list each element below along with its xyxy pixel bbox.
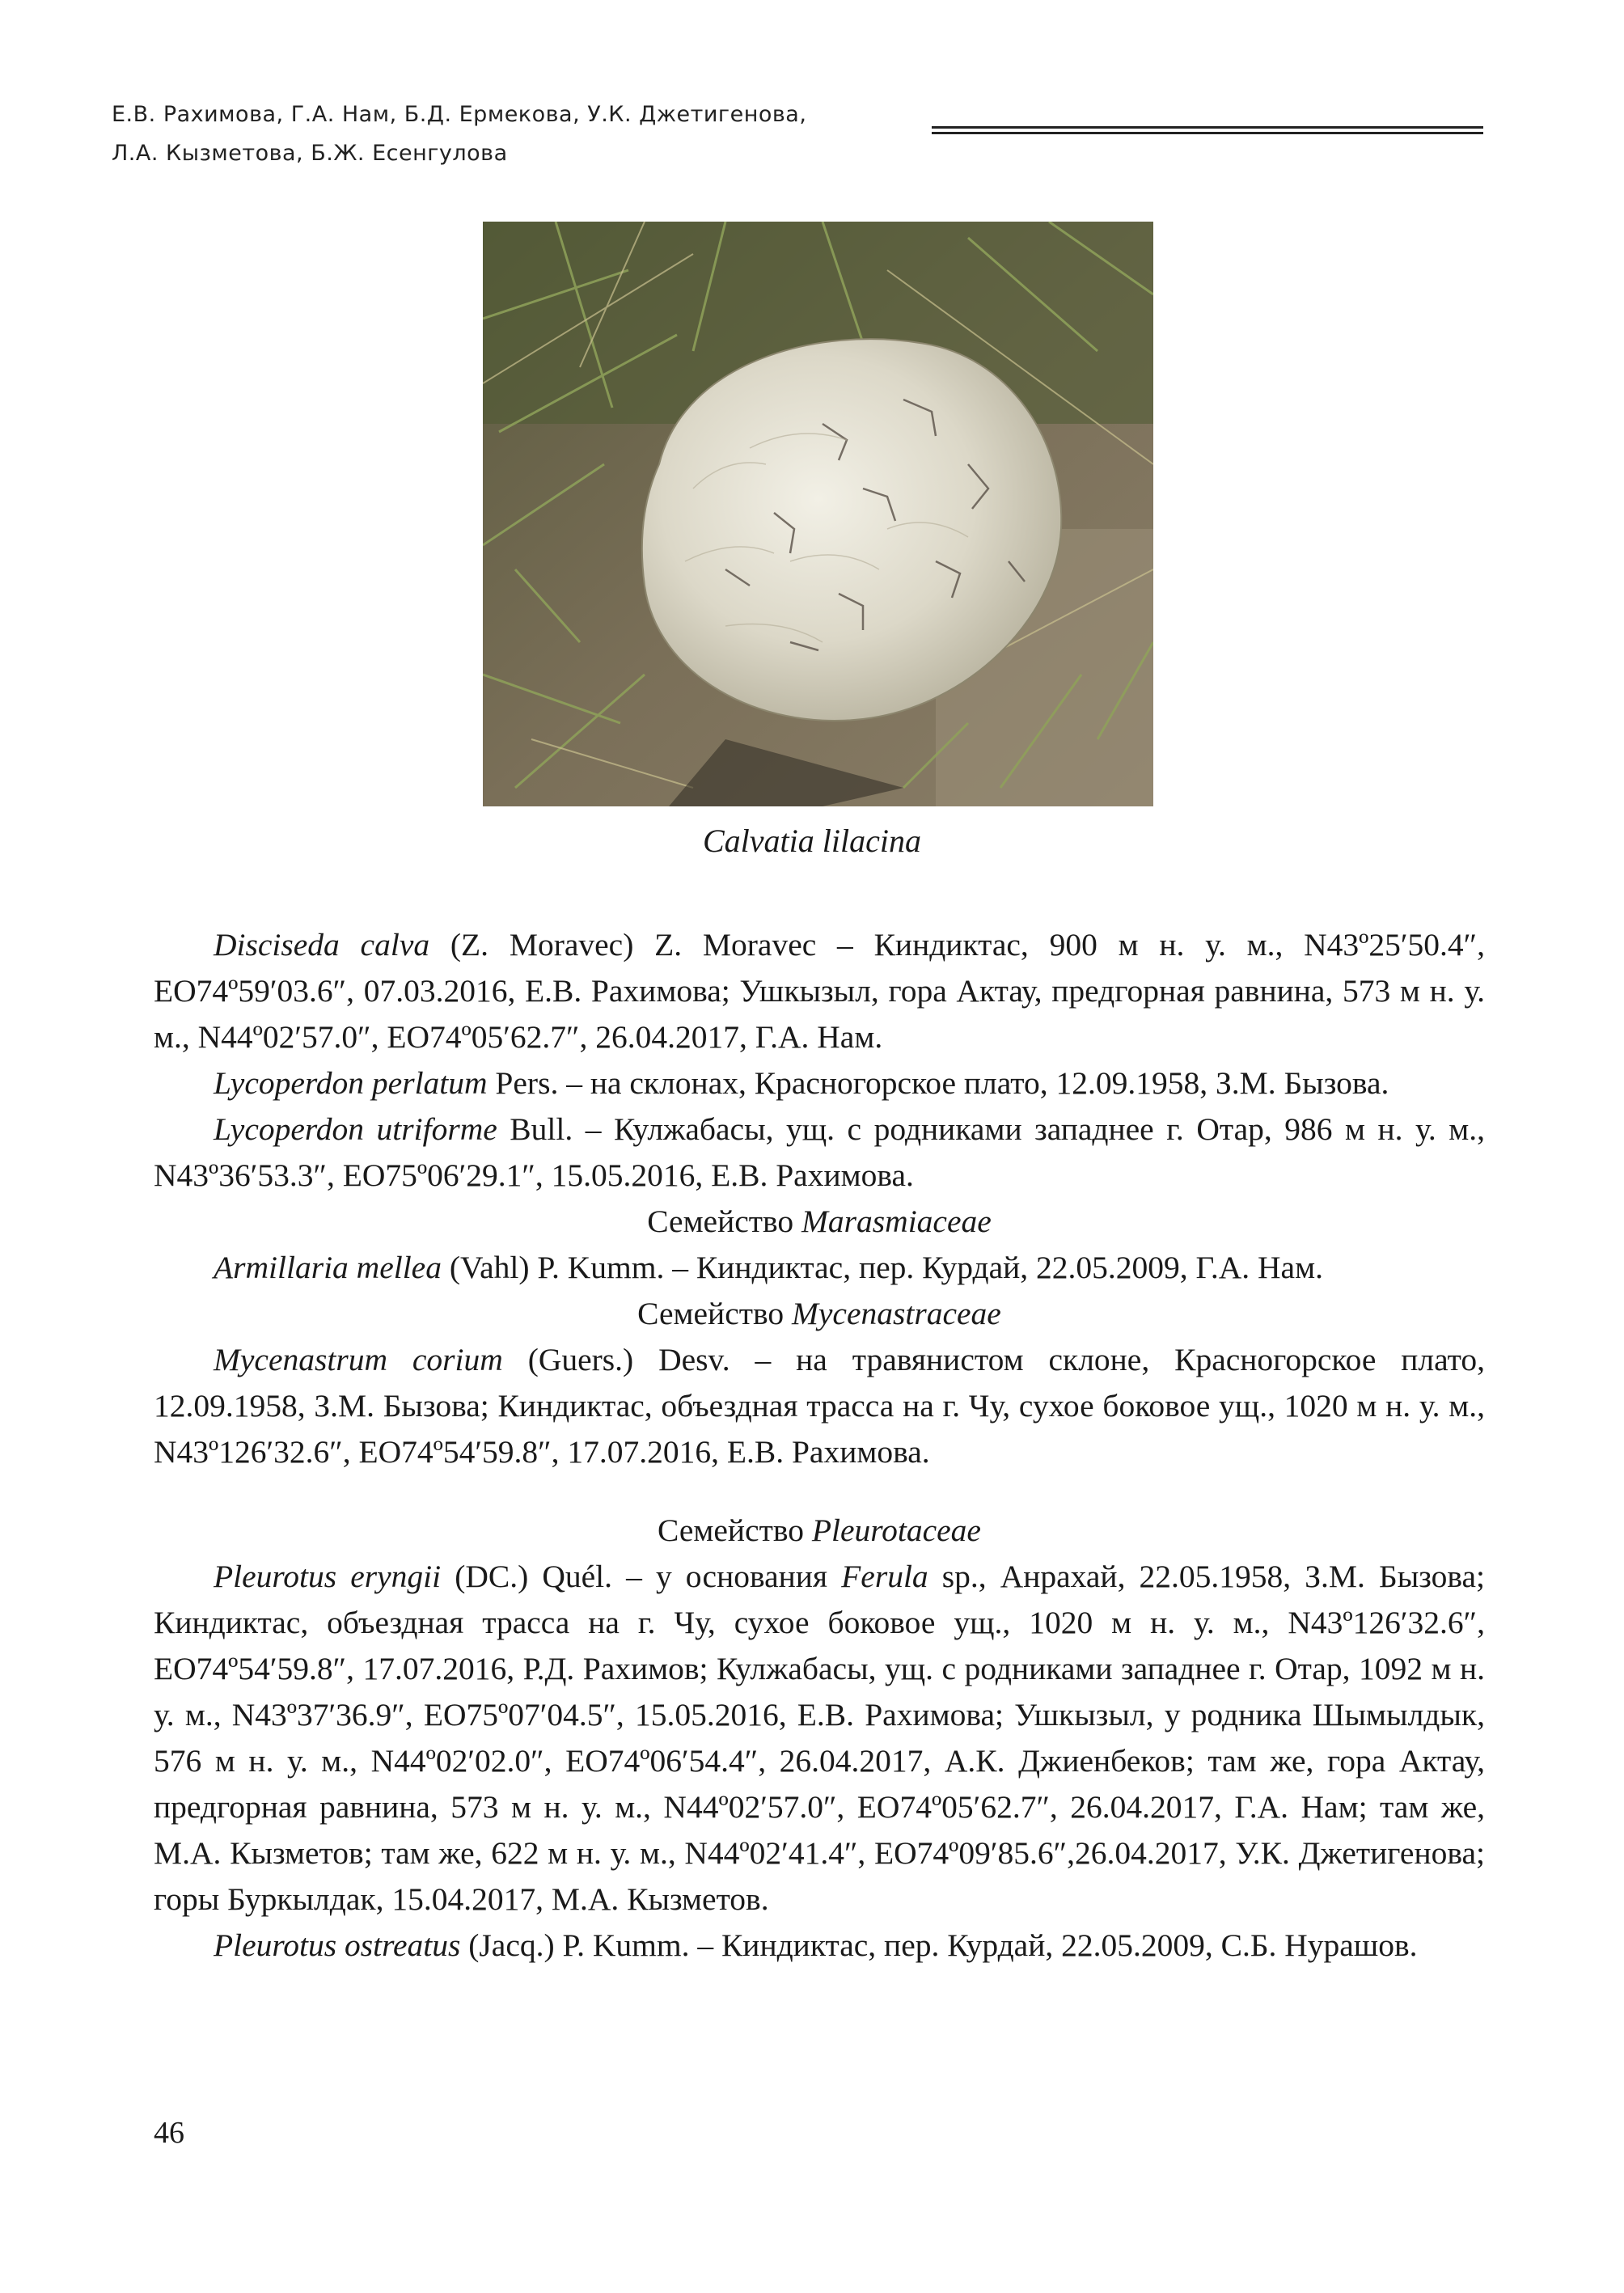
entry-text: Bull. – Кулжабасы, ущ. с родниками западнее г. Отар, 986 м н. у. м., N43º36′53.3″, EO75º06′29.1″, 15.05.2016, Е.В. Рахимова. bbox=[154, 1111, 1485, 1193]
species-name: Lycoperdon utriforme bbox=[214, 1111, 497, 1147]
family-name: Mycenastraceae bbox=[792, 1296, 1001, 1331]
species-name: Mycenastrum corium bbox=[214, 1342, 503, 1377]
species-name: Lycoperdon perlatum bbox=[214, 1065, 488, 1101]
family-name: Marasmiaceae bbox=[801, 1204, 992, 1239]
entry-pleurotus-ostreatus bbox=[154, 1923, 1485, 1969]
figure-caption: Calvatia lilacina bbox=[703, 823, 921, 859]
page-number: 46 bbox=[154, 2116, 184, 2150]
species-name: Disciseda calva bbox=[214, 927, 430, 962]
entry-text: (Z. Moravec) Z. Moravec – Киндиктас, 900 м н. у. м., N43º25′50.4″, EO74º59′03.6″, 07.03.2016, Е.В. Рахимова; Ушкызыл, гора Актау, предгорная равнина, 573 м н. у. м., N44º02′57.0″, EO74º05′62.7″, 26.04.2017, Г.А. Нам. bbox=[154, 927, 1486, 1055]
species-name: Pleurotus eryngii bbox=[214, 1559, 442, 1594]
entry-text: (Vahl) P. Kumm. – Киндиктас, пер. Курдай, 22.05.2009, Г.А. Нам. bbox=[441, 1250, 1323, 1285]
entry-pleurotus-eryngii bbox=[154, 1554, 1485, 1923]
entry-disciseda-calva bbox=[154, 922, 1485, 1060]
article-body bbox=[154, 922, 1485, 1969]
figure-photo-calvatia-lilacina bbox=[483, 222, 1153, 806]
header-authors-line-2: Л.А. Кызметова, Б.Ж. Есенгулова bbox=[112, 141, 508, 166]
entry-text: Pers. – на склонах, Красногорское плато, 12.09.1958, З.М. Бызова. bbox=[487, 1065, 1389, 1101]
family-label: Семейство bbox=[637, 1296, 792, 1331]
entry-armillaria-mellea bbox=[154, 1245, 1485, 1291]
family-label: Семейство bbox=[658, 1512, 812, 1548]
entry-mycenastrum-corium bbox=[154, 1337, 1485, 1475]
family-label: Семейство bbox=[647, 1204, 802, 1239]
species-name: Armillaria mellea bbox=[214, 1250, 442, 1285]
family-heading-pleurotaceae bbox=[154, 1508, 1485, 1554]
entry-text: (Jacq.) P. Kumm. – Киндиктас, пер. Курдай, 22.05.2009, С.Б. Нурашов. bbox=[460, 1927, 1418, 1963]
entry-text: (Guers.) Desv. – на травянистом склоне, Красногорское плато, 12.09.1958, З.М. Бызова; Киндиктас, объездная трасса на г. Чу, сухое боковое ущ., 1020 м н. у. м., N43º126′32.6″, EO74º54′59.8″, 17.07.2016, Е.В. Рахимова. bbox=[154, 1342, 1485, 1470]
entry-lycoperdon-utriforme bbox=[154, 1106, 1485, 1199]
entry-lycoperdon-perlatum bbox=[154, 1060, 1485, 1106]
running-header bbox=[112, 95, 888, 173]
species-name: Pleurotus ostreatus bbox=[214, 1927, 461, 1963]
host-genus: Ferula bbox=[841, 1559, 928, 1594]
header-double-rule bbox=[932, 126, 1483, 134]
family-heading-mycenastraceae bbox=[154, 1291, 1485, 1337]
header-authors-line-1: Е.В. Рахимова, Г.А. Нам, Б.Д. Ермекова, У.К. Джетигенова, bbox=[112, 102, 807, 127]
entry-text: sp., Анрахай, 22.05.1958, З.М. Бызова; Киндиктас, объездная трасса на г. Чу, сухое боковое ущ., 1020 м н. у. м., N43º126′32.6″, EO74º54′59.8″, 17.07.2016, Р.Д. Рахимов; Кулжабасы, ущ. с родниками западнее г. Отар, 1092 м н. у. м., N43º37′36.9″, EO75º07′04.5″, 15.05.2016, Е.В. Рахимова; Ушкызыл, у родника Шымылдык, 576 м н. у. м., N44º02′02.0″, EO74º06′54.4″, 26.04.2017, А.К. Джиенбеков; там же, гора Актау, предгорная равнина, 573 м н. у. м., N44º02′57.0″, EO74º05′62.7″, 26.04.2017, Г.А. Нам; там же, М.А. Кызметов; там же, 622 м н. у. м., N44º02′41.4″, EO74º09′85.6″,26.04.2017, У.К. Джетигенова; горы Буркылдак, 15.04.2017, М.А. Кызметов. bbox=[154, 1559, 1485, 1917]
family-name: Pleurotaceae bbox=[811, 1512, 981, 1548]
family-heading-marasmiaceae bbox=[154, 1199, 1485, 1245]
entry-text: (DC.) Quél. – у основания bbox=[441, 1559, 842, 1594]
